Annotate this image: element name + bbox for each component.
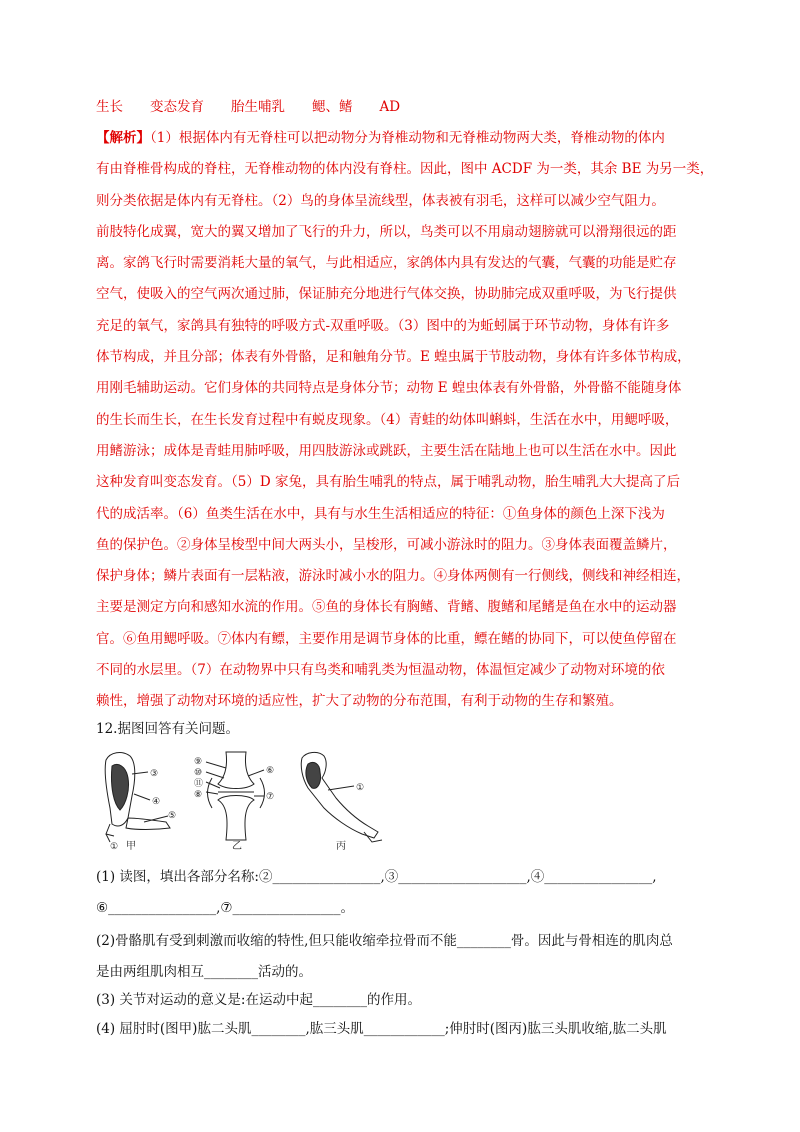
explanation-line: 离。家鸽飞行时需要消耗大量的氧气，与此相适应，家鸽体内具有发达的气囊，气囊的功能是贮存 — [96, 255, 677, 272]
explanation-line: 主要是测定方向和感知水流的作用。⑤鱼的身体长有胸鳍、背鳍、腹鳍和尾鳍是鱼在水中的运动器 — [96, 599, 677, 616]
label-yi: 乙 — [232, 841, 242, 850]
label-bing: 丙 — [336, 841, 346, 850]
explanation-line: 赖性，增强了动物对环境的适应性，扩大了动物的分布范围，有利于动物的生存和繁殖。 — [96, 693, 623, 710]
explanation-line: 用刚毛辅助运动。它们身体的共同特点是身体分节；动物 E 蝗虫体表有外骨骼，外骨骼不能随身体 — [96, 380, 682, 397]
question-line: (3) 关节对运动的意义是:在运动中起________的作用。 — [96, 992, 421, 1008]
explanation-line: 的生长而生长，在生长发育过程中有蜕皮现象。（4）青蛙的幼体叫蝌蚪，生活在水中，用鳃呼吸， — [96, 411, 679, 428]
question-line: (4) 屈肘时(图甲)肱二头肌________,肱三头肌____________;伸肘时(图丙)肱三头肌收缩,肱二头肌 — [96, 1021, 667, 1037]
explanation-line: 体节构成，并且分部；体表有外骨骼，足和触角分节。E 蝗虫属于节肢动物，身体有许多体节构成， — [96, 349, 691, 366]
explanation-line: 用鳍游泳；成体是青蛙用肺呼吸，用四肢游泳或跳跃，主要生活在陆地上也可以生活在水中。因此 — [96, 442, 677, 459]
figure-jia — [105, 753, 170, 842]
arm-joint-figure — [96, 748, 396, 850]
explanation-line: 这种发育叫变态发育。（5）D 家兔，具有胎生哺乳的特点，属于哺乳动物，胎生哺乳大大提高了后 — [96, 474, 680, 491]
marker-yi-6: ⑥ — [266, 766, 275, 776]
explanation-tag: 【解析】 — [96, 130, 150, 146]
question-line: 是由两组肌肉相互________活动的。 — [96, 964, 312, 980]
marker-yi-8: ⑧ — [194, 790, 203, 800]
explanation-line: 前肢特化成翼，宽大的翼又增加了飞行的升力，所以，鸟类可以不用扇动翅膀就可以滑翔很远的距 — [96, 223, 677, 240]
marker-bing-1: ① — [356, 783, 365, 793]
marker-yi-9: ⑨ — [194, 757, 203, 767]
explanation-line: 则分类依据是体内有无脊柱。（2）鸟的身体呈流线型，体表被有羽毛，这样可以减少空气阻力。 — [96, 192, 665, 209]
marker-yi-11: ⑪ — [194, 779, 204, 789]
explanation-line: 官。⑥鱼用鳃呼吸。⑦体内有鳔，主要作用是调节身体的比重，鳔在鳍的协同下，可以使鱼停留在 — [96, 630, 677, 647]
explanation-line: 保护身体；鳞片表面有一层粘液，游泳时减小水的阻力。④身体两侧有一行侧线，侧线和神经相连， — [96, 568, 690, 585]
question-line: (2)骨骼肌有受到刺激而收缩的特性,但只能收缩牵拉骨而不能________骨。因此与骨相连的肌肉总 — [96, 933, 673, 949]
answer-line: 生长 变态发育 胎生哺乳 鳃、鳍 AD — [96, 99, 401, 115]
marker-jia-5: ⑤ — [168, 811, 177, 821]
figure-bing — [301, 752, 382, 842]
label-jia: 甲 — [126, 841, 136, 850]
marker-jia-1: ① — [110, 842, 119, 850]
marker-yi-7: ⑦ — [266, 792, 275, 802]
explanation-line: 充足的氧气，家鸽具有独特的呼吸方式-双重呼吸。（3）图中的为蚯蚓属于环节动物，身体有许多 — [96, 317, 670, 334]
explanation-line: 空气，使吸入的空气两次通过肺，保证肺充分地进行气体交换，协助肺完成双重呼吸，为飞行提供 — [96, 286, 677, 303]
explanation-line: 有由脊椎骨构成的脊柱，无脊椎动物的体内没有脊柱。因此，图中 ACDF 为一类，其余 BE 为另一类， — [96, 161, 714, 178]
marker-jia-3: ③ — [150, 769, 159, 779]
question-title: 12.据图回答有关问题。 — [96, 721, 239, 737]
figure-yi — [206, 752, 265, 840]
marker-jia-4: ④ — [152, 797, 161, 807]
explanation-block — [96, 127, 714, 722]
explanation-line: （1）根据体内有无脊柱可以把动物分为脊椎动物和无脊椎动物两大类，脊椎动物的体内 — [150, 130, 665, 146]
question-line: ⑥________________,⑦________________。 — [96, 900, 354, 916]
question-line: (1) 读图，填出各部分名称:②________________,③___________________,④________________, — [96, 869, 657, 885]
marker-yi-10: ⑩ — [194, 768, 203, 778]
explanation-line: 不同的水层里。（7）在动物界中只有鸟类和哺乳类为恒温动物，体温恒定减少了动物对环境的依 — [96, 662, 665, 679]
explanation-line: 代的成活率。（6）鱼类生活在水中，具有与水生生活相适应的特征：①鱼身体的颜色上深下浅为 — [96, 505, 665, 522]
explanation-line: 鱼的保护色。②身体呈梭型中间大两头小，呈梭形，可减小游泳时的阻力。③身体表面覆盖鳞片， — [96, 536, 677, 553]
